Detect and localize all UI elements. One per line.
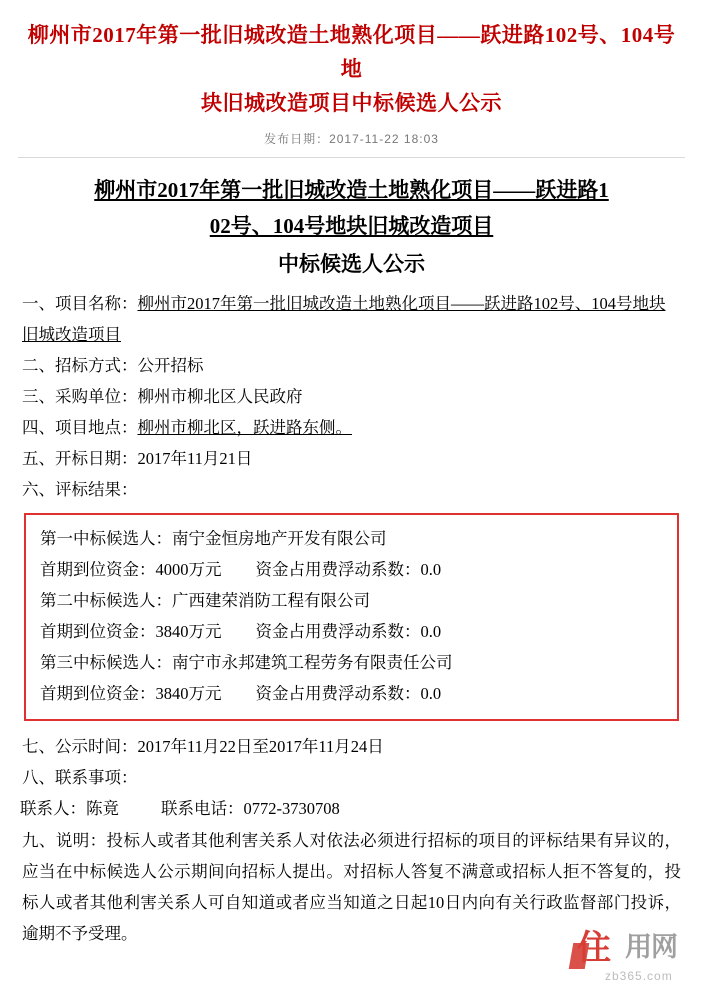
candidate-2-fund-label: 首期到位资金： xyxy=(40,622,156,641)
notice-item-5 xyxy=(20,443,683,474)
candidate-3-fund-label: 首期到位资金： xyxy=(40,684,156,703)
notice-title-line-3: 中标候选人公示 xyxy=(278,252,425,276)
candidate-1-name-row xyxy=(40,523,667,554)
notice-item-5-label: 五、开标日期： xyxy=(22,449,138,468)
notice-item-9-label: 九、说明： xyxy=(22,831,107,850)
notice-item-1-value: 柳州市2017年第一批旧城改造土地熟化项目——跃进路102号、104号地块旧城改造项目 xyxy=(22,294,666,344)
candidate-3-detail-row xyxy=(40,678,667,709)
candidate-1-fund-label: 首期到位资金： xyxy=(40,560,156,579)
notice-item-3-label: 三、采购单位： xyxy=(22,387,138,406)
notice-title xyxy=(20,172,683,244)
candidate-1-coef-label: 资金占用费浮动系数： xyxy=(255,560,421,579)
site-watermark xyxy=(571,928,693,983)
notice-item-7-value: 2017年11月22日至2017年11月24日 xyxy=(137,737,384,756)
page-title-line-2: 块旧城改造项目中标候选人公示 xyxy=(201,91,502,115)
candidate-1-fund: 4000万元 xyxy=(155,560,222,579)
notice-item-4 xyxy=(20,412,683,443)
candidate-2-name-label: 第二中标候选人： xyxy=(40,591,172,610)
notice-item-6 xyxy=(20,474,683,505)
candidates-box xyxy=(24,513,679,721)
candidate-3-coef-label: 资金占用费浮动系数： xyxy=(255,684,421,703)
candidate-3-name: 南宁市永邦建筑工程劳务有限责任公司 xyxy=(172,653,453,672)
notice-title-line-2: 02号、104号地块旧城改造项目 xyxy=(209,214,494,238)
notice-item-2-value: 公开招标 xyxy=(137,356,204,375)
publish-date: 发布日期：2017-11-22 18:03 xyxy=(264,132,439,146)
notice-item-1-label: 一、项目名称： xyxy=(22,294,138,313)
page-title xyxy=(26,18,677,120)
page-title-line-1: 柳州市2017年第一批旧城改造土地熟化项目——跃进路102号、104号地 xyxy=(27,23,676,81)
contact-phone: 0772-3730708 xyxy=(243,799,340,818)
watermark-logo xyxy=(571,928,693,983)
contact-person-label: 联系人： xyxy=(20,799,86,818)
notice-item-2 xyxy=(20,350,683,381)
notice-item-7-label: 七、公示时间： xyxy=(22,737,138,756)
candidate-2-fund: 3840万元 xyxy=(155,622,222,641)
notice-item-1 xyxy=(20,288,683,350)
watermark-url: zb365.com xyxy=(605,969,673,983)
watermark-red-text: 住 xyxy=(577,928,609,968)
notice-item-8 xyxy=(20,762,683,793)
page-header xyxy=(0,0,703,147)
watermark-gray-text: 用网 xyxy=(625,932,677,963)
notice-item-9-value: 投标人或者其他利害关系人对依法必须进行招标的项目的评标结果有异议的，应当在中标候选人公示期间向招标人提出。对招标人答复不满意或招标人拒不答复的，投标人或者其他利害关系人可自知道或者应当知道之日起10日内向有关行政监督部门投诉，逾期不予受理。 xyxy=(22,831,682,943)
notice-item-6-label: 六、评标结果： xyxy=(22,480,138,499)
candidate-2-name-row xyxy=(40,585,667,616)
notice-item-4-value: 柳州市柳北区，跃进路东侧。 xyxy=(137,418,352,437)
notice-item-8-label: 八、联系事项： xyxy=(22,768,138,787)
notice-item-5-value: 2017年11月21日 xyxy=(137,449,253,468)
candidate-3-fund: 3840万元 xyxy=(155,684,222,703)
notice-item-7 xyxy=(20,731,683,762)
contact-phone-label: 联系电话： xyxy=(161,799,244,818)
notice-item-3-value: 柳州市柳北区人民政府 xyxy=(137,387,303,406)
candidate-3-name-label: 第三中标候选人： xyxy=(40,653,172,672)
candidate-1-name: 南宁金恒房地产开发有限公司 xyxy=(172,529,387,548)
contact-row xyxy=(20,793,683,825)
notice-item-3 xyxy=(20,381,683,412)
contact-person: 陈竟 xyxy=(86,799,119,818)
candidate-2-detail-row xyxy=(40,616,667,647)
notice-body xyxy=(0,158,703,949)
candidate-3-name-row xyxy=(40,647,667,678)
notice-title-line-1: 柳州市2017年第一批旧城改造土地熟化项目——跃进路1 xyxy=(94,178,609,202)
candidate-1-name-label: 第一中标候选人： xyxy=(40,529,172,548)
candidate-1-coef: 0.0 xyxy=(420,560,442,579)
candidate-1-detail-row xyxy=(40,554,667,585)
candidate-2-coef-label: 资金占用费浮动系数： xyxy=(255,622,421,641)
candidate-2-name: 广西建荣消防工程有限公司 xyxy=(172,591,370,610)
notice-item-4-label: 四、项目地点： xyxy=(22,418,138,437)
notice-item-2-label: 二、招标方式： xyxy=(22,356,138,375)
candidate-2-coef: 0.0 xyxy=(420,622,442,641)
candidate-3-coef: 0.0 xyxy=(420,684,442,703)
